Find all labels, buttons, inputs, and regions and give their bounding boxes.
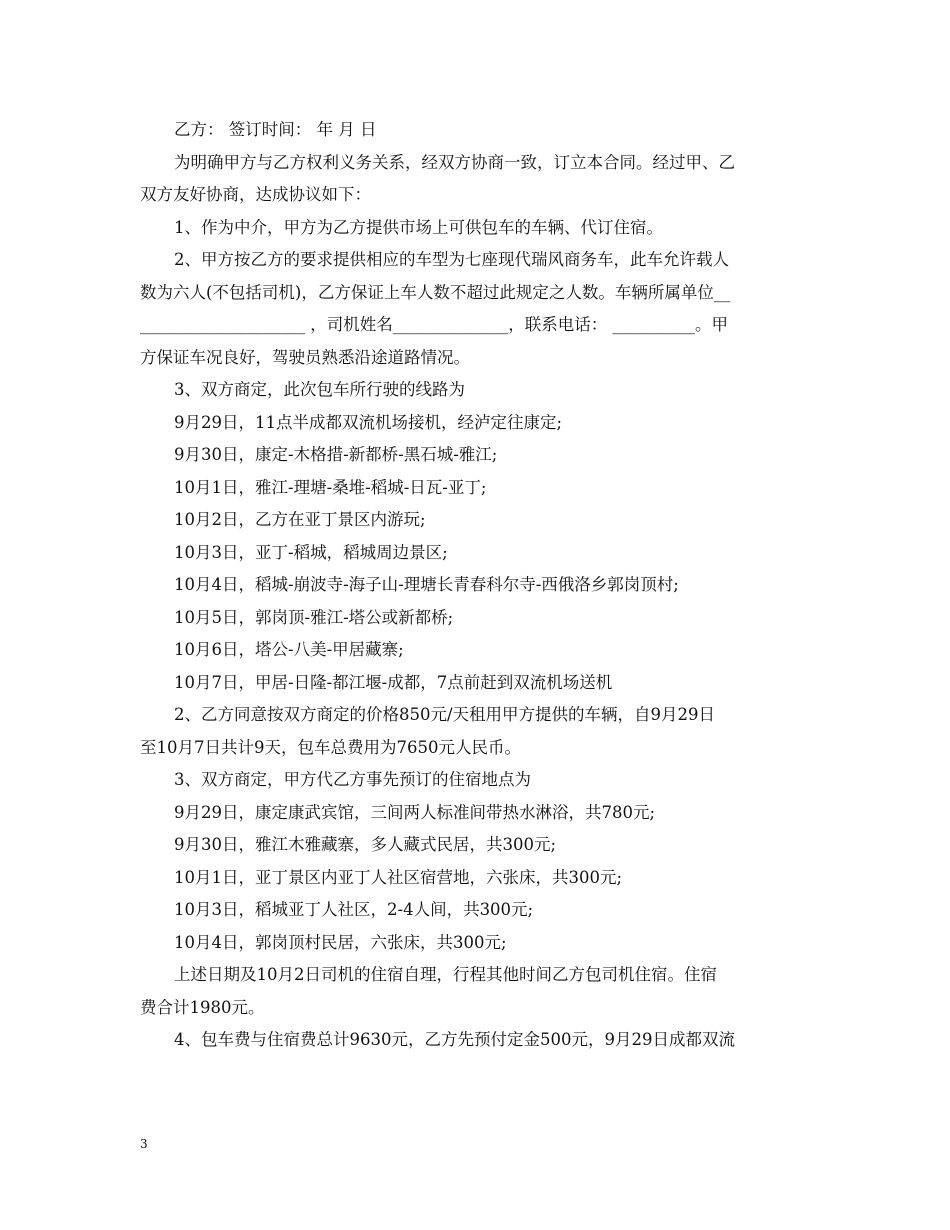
text-line: 10月7日，甲居-日隆-都江堰-成都，7点前赶到双流机场送机	[174, 672, 613, 692]
text-line: 10月6日，塔公-八美-甲居藏寨;	[174, 640, 404, 659]
text-line: 1、作为中介，甲方为乙方提供市场上可供包车的车辆、代订住宿。	[174, 217, 663, 237]
text-line: 上述日期及10月2日司机的住宿自理，行程其他时间乙方包司机住宿。住宿	[174, 965, 717, 984]
text-line: 10月3日，亚丁-稻城，稻城周边景区;	[174, 542, 448, 562]
text-line: 10月1日，亚丁景区内亚丁人社区宿营地，六张床，共300元;	[174, 867, 623, 887]
text-line: 3、双方商定，此次包车所行驶的线路为	[174, 380, 465, 399]
text-line: 费合计1980元。	[140, 997, 265, 1017]
text-line: 方保证车况良好，驾驶员熟悉沿途道路情况。	[140, 347, 470, 367]
text-line: 数为六人(不包括司机)，乙方保证上车人数不超过此规定之人数。车辆所属单位__	[140, 282, 731, 302]
text-line: 10月1日，雅江-理塘-桑堆-稻城-日瓦-亚丁;	[174, 477, 487, 497]
text-line: 9月29日，11点半成都双流机场接机，经泸定往康定;	[174, 412, 563, 432]
text-line: 乙方： 签订时间： 年 月 日	[174, 120, 377, 139]
text-line: ____________________ ，司机姓名______________，联系电话： __________。甲	[140, 315, 728, 334]
text-line: 10月2日，乙方在亚丁景区内游玩;	[174, 510, 426, 529]
text-line: 至10月7日共计9天，包车总费用为7650元人民币。	[140, 737, 521, 757]
text-line: 4、包车费与住宿费总计9630元，乙方先预付定金500元，9月29日成都双流	[174, 1030, 735, 1049]
text-line: 2、甲方按乙方的要求提供相应的车型为七座现代瑞风商务车，此车允许载人	[174, 250, 729, 269]
text-line: 9月30日，雅江木雅藏寨，多人藏式民居，共300元;	[174, 835, 557, 854]
text-line: 为明确甲方与乙方权利义务关系，经双方协商一致，订立本合同。经过甲、乙	[174, 152, 735, 172]
text-line: 9月29日，康定康武宾馆，三间两人标准间带热水淋浴，共780元;	[174, 802, 656, 822]
text-line: 10月4日，郭岗顶村民居，六张床，共300元;	[174, 932, 507, 952]
text-line: 10月4日，稻城-崩波寺-海子山-理塘长青春科尔寺-西俄洛乡郭岗顶村;	[174, 575, 679, 594]
text-line: 10月5日，郭岗顶-雅江-塔公或新都桥;	[174, 607, 454, 627]
text-line: 9月30日，康定-木格措-新都桥-黑石城-雅江;	[174, 445, 498, 464]
text-line: 双方友好协商，达成协议如下：	[140, 185, 371, 204]
page-number: 3	[140, 1137, 148, 1151]
text-line: 10月3日，稻城亚丁人社区，2-4人间，共300元;	[174, 900, 534, 919]
document-body	[140, 114, 812, 1057]
text-line: 3、双方商定，甲方代乙方事先预订的住宿地点为	[174, 770, 531, 789]
text-line: 2、乙方同意按双方商定的价格850元/天租用甲方提供的车辆，自9月29日	[174, 705, 716, 724]
